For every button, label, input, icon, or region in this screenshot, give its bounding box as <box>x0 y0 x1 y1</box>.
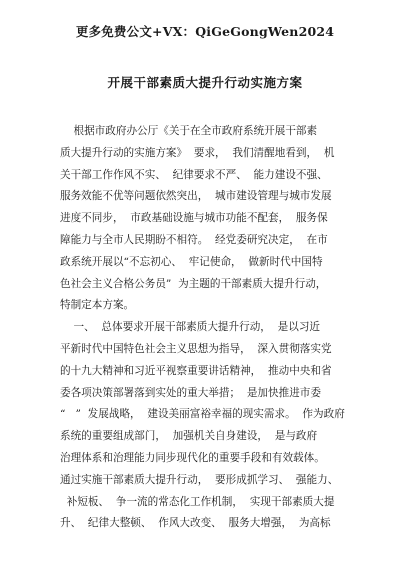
document-body <box>60 121 360 535</box>
body-line: 根据市政府办公厅《关于在全市政府系统开展干部素 <box>60 125 318 137</box>
body-line: 进度不同步， 市政基础设施与城市功能不配套， 服务保 <box>60 212 328 225</box>
body-line: 质大提升行动的实施方案》 要求， 我们清醒地看到， 机 <box>60 146 335 159</box>
body-line: “ ” 发展战略， 建设美丽富裕幸福的现实需求。 作为政府 <box>60 408 345 421</box>
document-title: 开展干部素质大提升行动实施方案 <box>107 75 303 90</box>
body-line: 系统的重要组成部门， 加强机关自身建设， 是与政府 <box>60 430 318 443</box>
body-line: 治理体系和治理能力同步现代化的重要手段和有效载体。 <box>60 451 325 464</box>
body-line: 特制定本方案。 <box>60 299 135 312</box>
body-line: 政系统开展以“不忘初心、 牢记使命， 做新时代中国特 <box>60 255 323 268</box>
body-line: 通过实施干部素质大提升行动， 要形成抓学习、 强能力、 <box>60 473 339 486</box>
body-line: 升、 纪律大整顿、 作风大改变、 服务大增强， 为高标 <box>60 517 331 530</box>
body-line: 委各项决策部署落到实处的重大举措； 是加快推进市委 <box>60 386 321 399</box>
body-line: 一、 总体要求开展干部素质大提升行动， 是以习近 <box>60 321 321 334</box>
watermark-header: 更多免费公文+VX：QiGeGongWen2024 <box>75 24 335 39</box>
body-line: 关干部工作作风不实、 纪律要求不严、 能力建设不强、 <box>60 168 328 181</box>
body-line: 服务效能不优等问题依然突出， 城市建设管理与城市发展 <box>60 190 332 203</box>
body-line: 补短板、 争一流的常态化工作机制， 实现干部素质大提 <box>60 495 335 508</box>
body-line: 障能力与全市人民期盼不相符。 经党委研究决定， 在市 <box>60 233 328 246</box>
body-line: 平新时代中国特色社会主义思想为指导， 深入贯彻落实党 <box>60 342 332 355</box>
body-line: 色社会主义合格公务员” 为主题的干部素质大提升行动， <box>60 277 327 290</box>
body-line: 的十九大精神和习近平视察重要讲话精神， 推动中央和省 <box>60 364 332 377</box>
